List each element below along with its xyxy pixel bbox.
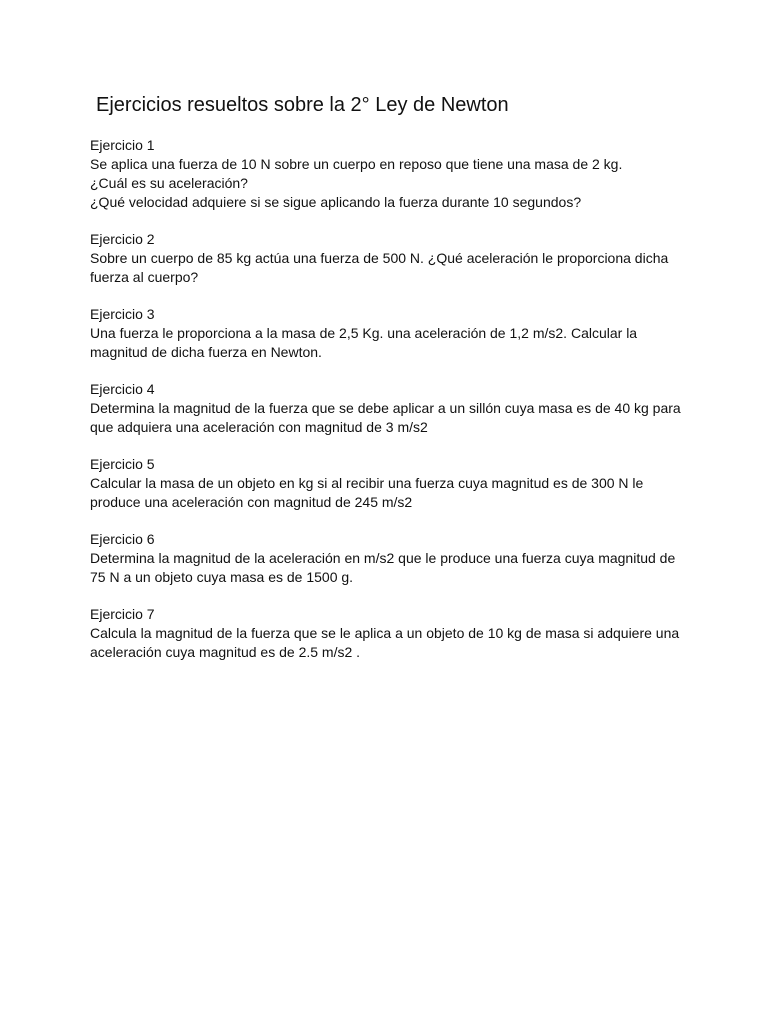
- exercise-heading: Ejercicio 5: [90, 456, 155, 472]
- exercise-text-line: Calcular la masa de un objeto en kg si al recibir una fuerza cuya magnitud es de 300 N le: [90, 475, 644, 491]
- exercise-3: [90, 305, 678, 362]
- exercise-text-line: que adquiera una aceleración con magnitud de 3 m/s2: [90, 419, 428, 435]
- exercise-text-line: Determina la magnitud de la fuerza que se debe aplicar a un sillón cuya masa es de 40 kg para: [90, 400, 681, 416]
- exercise-4: [90, 380, 681, 437]
- exercise-text-line: fuerza al cuerpo?: [90, 269, 199, 285]
- exercise-text-line: 75 N a un objeto cuya masa es de 1500 g.: [90, 569, 354, 585]
- exercise-text-line: Determina la magnitud de la aceleración en m/s2 que le produce una fuerza cuya magnitud de: [90, 550, 676, 566]
- exercise-1: [90, 136, 678, 212]
- exercise-heading: Ejercicio 7: [90, 606, 155, 622]
- exercise-text-line: produce una aceleración con magnitud de 245 m/s2: [90, 494, 413, 510]
- page-title: Ejercicios resueltos sobre la 2° Ley de Newton: [96, 94, 509, 116]
- exercise-7: [90, 605, 678, 662]
- exercise-text-line: ¿Qué velocidad adquiere si se sigue aplicando la fuerza durante 10 segundos?: [90, 194, 582, 210]
- exercise-2: [90, 230, 678, 287]
- exercise-text-line: magnitud de dicha fuerza en Newton.: [90, 344, 322, 360]
- exercise-text-line: ¿Cuál es su aceleración?: [90, 175, 248, 191]
- exercise-list: [90, 136, 681, 662]
- exercise-text-line: Una fuerza le proporciona a la masa de 2,5 Kg. una aceleración de 1,2 m/s2. Calcular la: [90, 325, 638, 341]
- exercise-text-line: Sobre un cuerpo de 85 kg actúa una fuerza de 500 N. ¿Qué aceleración le proporciona dicha: [90, 250, 669, 266]
- exercise-text-line: Se aplica una fuerza de 10 N sobre un cuerpo en reposo que tiene una masa de 2 kg.: [90, 156, 623, 172]
- exercise-5: [90, 455, 678, 512]
- exercise-heading: Ejercicio 6: [90, 531, 155, 547]
- exercise-heading: Ejercicio 2: [90, 231, 155, 247]
- exercise-6: [90, 530, 678, 587]
- exercise-heading: Ejercicio 3: [90, 306, 155, 322]
- exercise-heading: Ejercicio 1: [90, 137, 155, 153]
- exercise-text-line: Calcula la magnitud de la fuerza que se le aplica a un objeto de 10 kg de masa si adquiere una: [90, 625, 680, 641]
- exercise-heading: Ejercicio 4: [90, 381, 155, 397]
- exercise-text-line: aceleración cuya magnitud es de 2.5 m/s2 .: [90, 644, 361, 660]
